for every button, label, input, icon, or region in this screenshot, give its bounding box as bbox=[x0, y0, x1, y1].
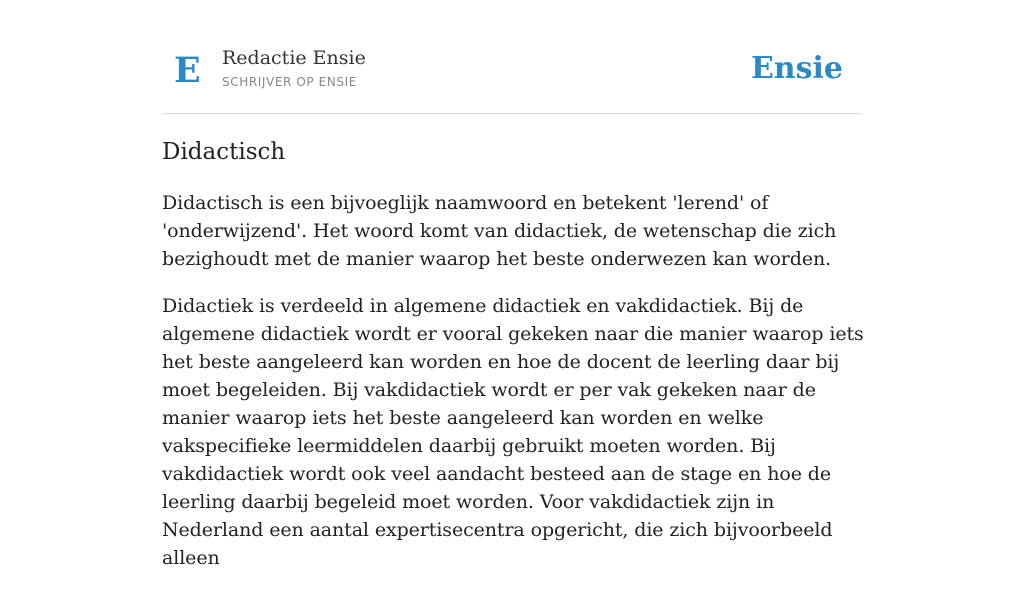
author-avatar[interactable]: E bbox=[174, 50, 201, 91]
brand-logo[interactable]: Ensie bbox=[750, 51, 843, 86]
page-container bbox=[162, 0, 864, 569]
article-paragraph: Didactisch is een bijvoeglijk naamwoord en betekent 'lerend' of 'onderwijzend'. Het woord komt van didactiek, de wetenschap die zich bezighoudt met de manier waarop het beste onderwezen kan worden. bbox=[162, 192, 837, 270]
article-title: Didactisch bbox=[162, 139, 286, 165]
author-header bbox=[162, 0, 862, 114]
author-role: SCHRIJVER OP ENSIE bbox=[222, 75, 357, 89]
article-body bbox=[162, 189, 866, 591]
article-paragraph: Didactiek is verdeeld in algemene didactiek en vakdidactiek. Bij de algemene didactiek wordt er vooral gekeken naar die manier waarop iets het beste aangeleerd kan worden en hoe de docent de leerling daar bij moet begeleiden. Bij vakdidactiek wordt er per vak gekeken naar de manier waarop iets het beste aangeleerd kan worden en welke vakspecifieke leermiddelen daarbij gebruikt moeten worden. Bij vakdidactiek wordt ook veel aandacht besteed aan de stage en hoe de leerling daarbij begeleid moet worden. Voor vakdidactiek zijn in Nederland een aantal expertisecentra opgericht, die zich bijvoorbeeld alleen bbox=[162, 295, 864, 569]
author-name[interactable]: Redactie Ensie bbox=[222, 47, 366, 69]
